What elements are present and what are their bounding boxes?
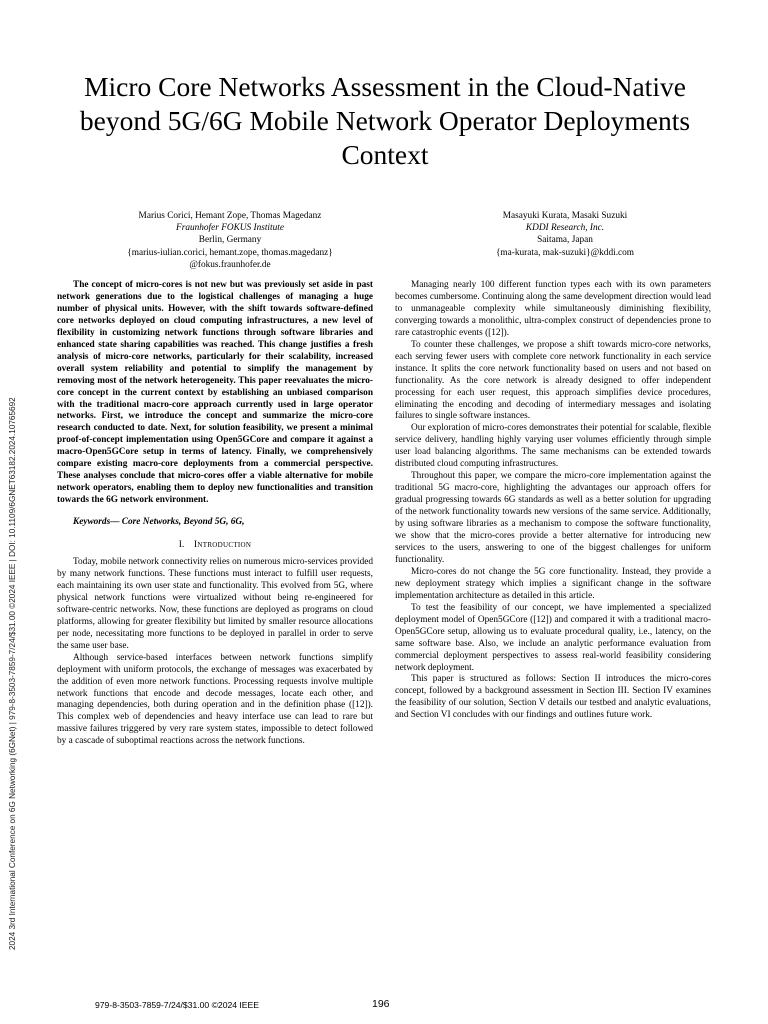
footer-copyright: 979-8-3503-7859-7/24/$31.00 ©2024 IEEE: [95, 1000, 260, 1010]
paragraph: To counter these challenges, we propose a shift towards micro-core networks, each serving fewer users with complete core network functionality in each service instance. It splits the core network functionality based on users and not based on functionality. As the core network is already designed to offer independent processing for each user request, this approach simplifies device procedures, eliminating the encoding and decoding of intermediary messages and isolating failures to single software instances.: [395, 339, 711, 422]
paragraph: Although service-based interfaces between network functions simplify deployment with uniform protocols, the exchange of messages was exacerbated by the addition of even more network functions. Processing requests involve multiple network functions that encode and decode messages, locate each other, and managing dependencies, both during operation and in the definition phase ([12]). This complex web of dependencies and heavy interface use can lead to rare but massive failures triggered by very rare system states, impossible to detect followed by a cascade of suboptimal reactions across the network functions.: [57, 652, 373, 747]
paragraph: To test the feasibility of our concept, we have implemented a specialized deployment model of Open5GCore ([12]) and compared it with a traditional macro-Open5GCore setup, allowing us to evaluate procedural quality, i.e., latency, on the same software base. Also, we include an analytic performance evaluation from commercial deployment perspectives to assess real-world feasibility considering network deployment.: [395, 602, 711, 673]
author-location: Berlin, Germany: [198, 235, 262, 246]
author-email-domain: @fokus.fraunhofer.de: [189, 259, 271, 270]
author-affiliation: Fraunhofer FOKUS Institute: [176, 223, 284, 234]
paragraph: Our exploration of micro-cores demonstrates their potential for scalable, flexible service delivery, handling highly varying user volumes efficiently through simple user load balancing algorithms. The same mechanisms can be extended towards distributed cloud computing infrastructures.: [395, 423, 711, 470]
author-names: Marius Corici, Hemant Zope, Thomas Magedanz: [138, 211, 322, 221]
author-location: Saitama, Japan: [537, 235, 593, 246]
page-number: 196: [372, 998, 390, 1010]
paragraph: Managing nearly 100 different function types each with its own parameters becomes cumbersome. Continuing along the same development direction would lead to unmanageable complexity while simultaneously diminishing flexibility, converging towards a monolithic, ultra-complex construct of dependencies prone to rare catastrophic events ([12]).: [395, 280, 712, 338]
author-affiliation: KDDI Research, Inc.: [525, 223, 605, 234]
side-identifier: [8, 310, 22, 950]
paragraph: Throughout this paper, we compare the micro-core implementation against the traditional 5G macro-core, highlighting the advantages our approach offers for gradual progressing towards 6G standards as well as a better solution for upgrading of the network functionality towards new versions of the same service. Additionally, by using software libraries as a mechanism to compose the software functionality, we show that the micro-cores provide a better alternative for introducing new services to the users, answering to one of the biggest challenges for uniform functionality.: [395, 471, 711, 565]
section-title: Introduction: [193, 539, 252, 551]
author-email: {marius-iulian.corici, hemant.zope, thomas.magedanz}: [127, 247, 333, 258]
abstract: The concept of micro-cores is not new but was previously set aside in past network generations due to the logistical challenges of managing a huge number of physical units. However, with the shift towards software-defined core networks deployed on cloud computing infrastructures, a new level of flexibility in customizing network functions through software libraries and enhanced state sharing capabilities was reached. This change justifies a fresh analysis of micro-core networks, particularly for their scalability, increased overall system reliability and potential to simplify the management by removing most of the network heterogeneity. This paper reevaluates the micro-core concept in the current context by establishing an unbiased comparison with the traditional macro-core approach currently used in large operator networks. First, we introduce the concept and summarize the micro-core research conducted to date. Next, for solution feasibility, we present a minimal proof-of-concept implementation using Open5GCore and compare it against a macro-Open5GCore setup in terms of latency. Finally, we comprehensively compare existing macro-core deployments from a commercial perspective. These analyses conclude that micro-cores offer a viable alternative for mobile network operators, enabling them to deploy new functionalities and transition towards the 6G network environment.: [57, 280, 373, 506]
paragraph: Micro-cores do not change the 5G core functionality. Instead, they provide a new deployment strategy which implies a significant change in the software implementation architecture as detailed in this article.: [395, 566, 711, 601]
author-names: Masayuki Kurata, Masaki Suzuki: [502, 211, 628, 221]
author-block-left: [60, 210, 400, 271]
section-heading-introduction: [57, 539, 373, 551]
left-column: [57, 280, 373, 748]
author-block-right: [395, 210, 735, 259]
keywords: Keywords— Core Networks, Beyond 5G, 6G,: [73, 517, 245, 528]
paragraph: Today, mobile network connectivity relies on numerous micro-services provided by many network functions. These functions must interact to fulfill user requests, each maintaining its own user state and functionality. This evolved from 5G, where physical network functions were virtualized without being re-engineered for software-centric networks. Now, these functions are deployed as programs on cloud platforms, allowing for greater flexibility but limited by smaller resource allocations per node, necessitating more functions to be deployed in parallel in order to serve the same user base.: [57, 557, 373, 651]
right-column: [395, 280, 711, 722]
paper-title: Micro Core Networks Assessment in the Cloud-Native beyond 5G/6G Mobile Network Operator Deployments Context: [79, 71, 691, 170]
author-email: {ma-kurata, mak-suzuki}@kddi.com: [495, 247, 635, 258]
section-number: I.: [178, 539, 185, 551]
side-identifier-text: 2024 3rd International Conference on 6G Networking (6GNet) | 979-8-3503-7859-7/24/$31.00 ©2024 IEEE | DOI: 10.1109/6GNET63182.2024.10765692: [8, 397, 17, 950]
paragraph: This paper is structured as follows: Section II introduces the micro-cores concept, followed by a background assessment in Section III. Section IV examines the feasibility of our solution, Section V details our testbed and analytic evaluations, and Section VI concludes with our findings and outlines future work.: [395, 674, 711, 721]
